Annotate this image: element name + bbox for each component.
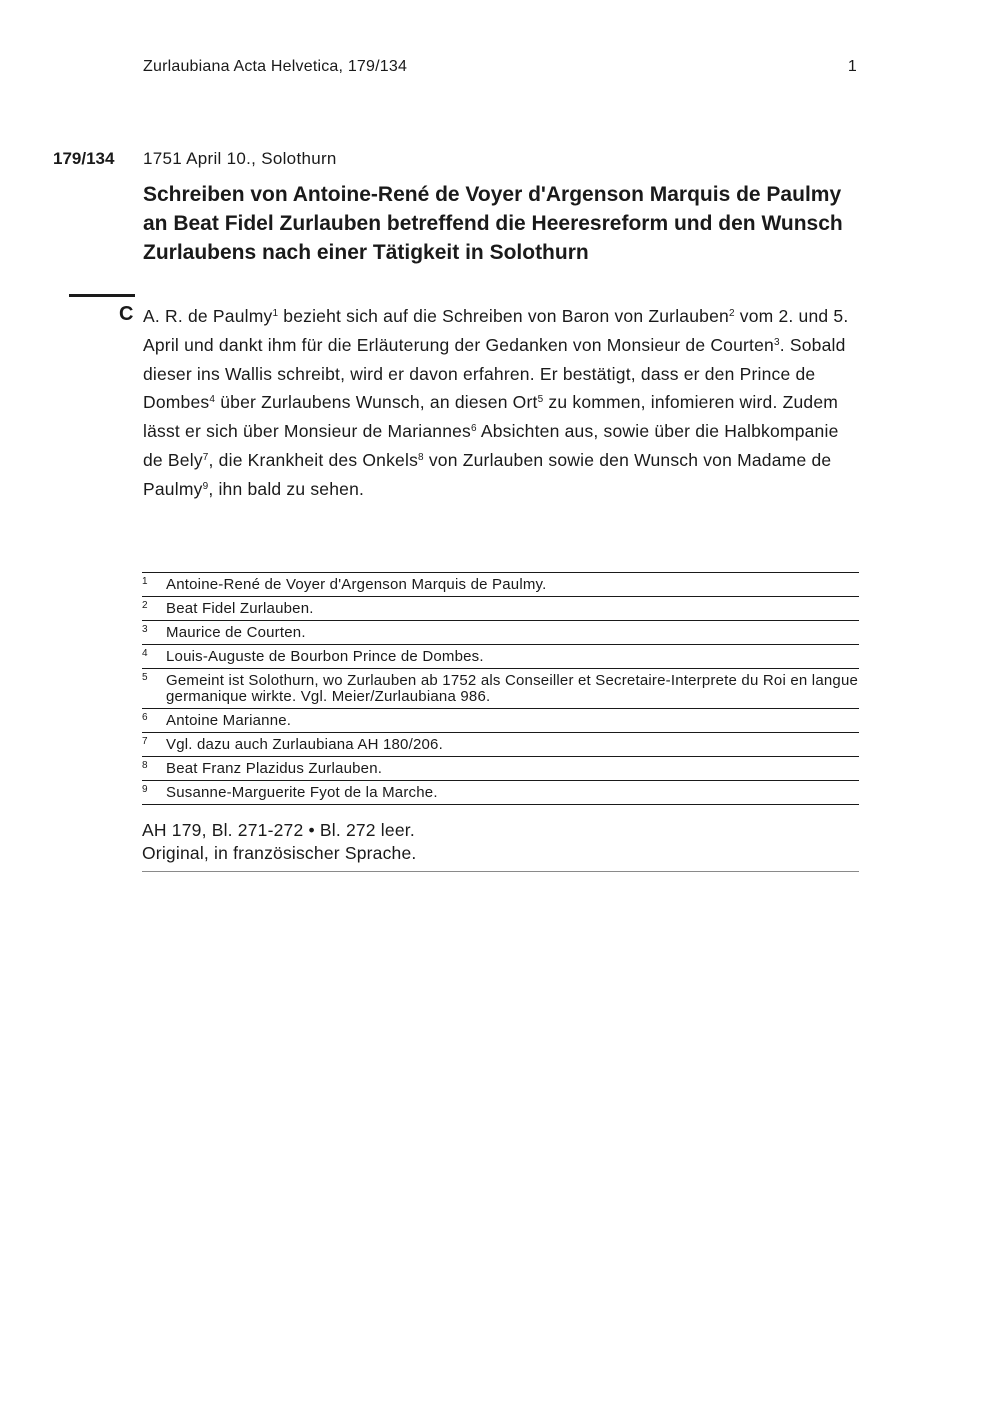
summary-segment: über Zurlaubens Wunsch, an diesen Ort	[215, 392, 538, 413]
footnote-row	[142, 709, 859, 733]
footnote-reference[interactable]: 6	[471, 423, 477, 435]
footnote-number: 1	[142, 576, 148, 587]
entry-date-place: 1751 April 10., Solothurn	[143, 149, 337, 168]
footnote-row	[142, 781, 859, 805]
summary-text	[143, 302, 863, 504]
footnote-text: Antoine Marianne.	[166, 712, 292, 729]
footnote-text: Louis-Auguste de Bourbon Prince de Dombes.	[166, 648, 484, 665]
footnote-text: Vgl. dazu auch Zurlaubiana AH 180/206.	[166, 736, 443, 753]
summary-marker: C	[119, 303, 134, 325]
source-archive-reference: AH 179, Bl. 271-272 • Bl. 272 leer.	[142, 820, 415, 840]
footnote-text: Beat Franz Plazidus Zurlauben.	[166, 760, 383, 777]
footnote-reference[interactable]: 5	[537, 394, 544, 406]
summary-segment: von Zurlauben sowie den Wunsch von Madame de Paulmy	[143, 449, 832, 499]
footnotes-list	[142, 572, 859, 805]
footnote-text: Antoine-René de Voyer d'Argenson Marquis de Paulmy.	[166, 576, 547, 593]
summary-segment: , ihn bald zu sehen.	[208, 478, 365, 499]
footnote-number: 3	[142, 624, 148, 635]
summary-divider	[69, 294, 135, 297]
footnote-row	[142, 621, 859, 645]
footnote-text: Maurice de Courten.	[166, 624, 306, 641]
page-number: 1	[847, 58, 857, 75]
source-note	[142, 819, 859, 872]
source-original-language: Original, in französischer Sprache.	[142, 843, 417, 863]
footnote-row	[142, 733, 859, 757]
summary-segment: A. R. de Paulmy	[143, 306, 273, 326]
summary-segment: zu kommen, infomieren wird. Zudem lässt er sich über Monsieur de Mariannes	[143, 392, 839, 442]
footnote-row	[142, 597, 859, 621]
summary-segment: , die Krankheit des Onkels	[208, 449, 419, 470]
running-header-title: Zurlaubiana Acta Helvetica, 179/134	[143, 58, 408, 75]
footnote-row	[142, 669, 859, 709]
running-header	[143, 58, 859, 76]
summary-segment: bezieht sich auf die Schreiben von Baron von Zurlauben	[278, 306, 729, 326]
footnote-row	[142, 645, 859, 669]
footnote-number: 2	[142, 600, 148, 611]
footnote-reference[interactable]: 8	[418, 451, 424, 463]
footnote-reference[interactable]: 2	[728, 308, 735, 319]
footnote-reference[interactable]: 3	[773, 336, 780, 348]
footnote-number: 5	[142, 672, 148, 683]
footnote-text: Beat Fidel Zurlauben.	[166, 600, 314, 617]
footnote-reference[interactable]: 4	[209, 394, 216, 406]
footnote-number: 9	[142, 784, 148, 795]
footnote-reference[interactable]: 1	[272, 308, 279, 319]
footnote-number: 7	[142, 736, 148, 747]
summary-segment: vom 2. und 5. April und dankt ihm für die Erläuterung der Gedanken von Monsieur de Courten	[143, 306, 849, 355]
footnote-row	[142, 573, 859, 597]
summary-segment: Absichten aus, sowie über die Halbkompanie de Bely	[143, 421, 839, 470]
footnote-reference[interactable]: 7	[202, 451, 209, 463]
footnote-number: 6	[142, 712, 148, 723]
entry-title: Schreiben von Antoine-René de Voyer d'Argenson Marquis de Paulmy an Beat Fidel Zurlauben betreffend die Heeresreform und den Wunsch Zurlaubens nach einer Tätigkeit in Solothurn	[143, 183, 843, 264]
footnote-number: 8	[142, 760, 148, 771]
footnote-text: Gemeint ist Solothurn, wo Zurlauben ab 1752 als Conseiller et Secretaire-Interprete du Roi en langue germanique wirkte. Vgl. Meier/Zurlaubiana 986.	[166, 672, 859, 705]
summary-segment: . Sobald dieser ins Wallis schreibt, wird er davon erfahren. Er bestätigt, dass er den Prince de Dombes	[143, 334, 846, 413]
footnote-row	[142, 757, 859, 781]
entry-number: 179/134	[53, 149, 115, 168]
footnote-text: Susanne-Marguerite Fyot de la Marche.	[166, 784, 438, 801]
footnote-number: 4	[142, 648, 148, 659]
footnote-reference[interactable]: 9	[202, 480, 209, 492]
